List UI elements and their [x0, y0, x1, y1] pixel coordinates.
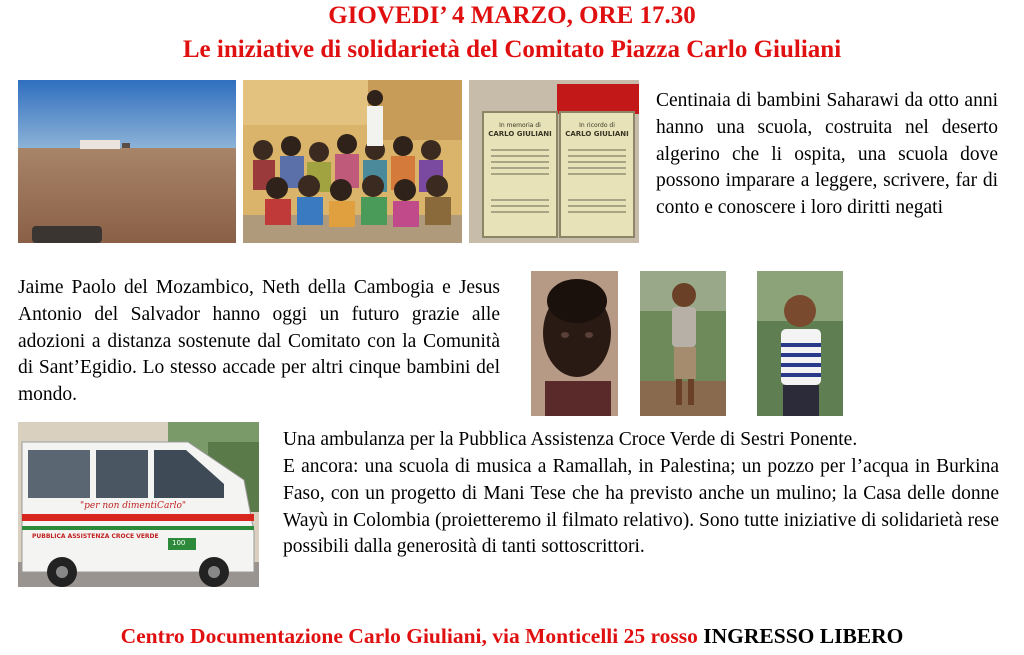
adoption-text: Jaime Paolo del Mozambico, Neth della Cambogia e Jesus Antonio del Salvador hanno oggi un futuro grazie alle adozioni a distanza sostenute dal Comitato con la Comunità di Sant’Egidio. Lo stesso accade per altri cinque bambini del mondo.	[18, 277, 500, 406]
ambulance-text: Una ambulanza per la Pubblica Assistenza Croce Verde di Sestri Ponente.	[283, 429, 858, 450]
ambulance-org-label: PUBBLICA ASSISTENZA CROCE VERDE	[32, 533, 159, 540]
footer-venue-line	[0, 624, 1024, 649]
desert-school-photo	[18, 80, 236, 243]
footer-venue: Centro Documentazione Carlo Giuliani, via Monticelli 25 rosso	[120, 624, 698, 648]
ambulance-number: 100	[172, 539, 186, 547]
plaque-right-name: CARLO GIULIANI	[565, 130, 629, 138]
child-portrait-cambodia	[640, 271, 726, 416]
plaque-left-name: CARLO GIULIANI	[488, 130, 552, 138]
plaque-left-heading: In memoria di	[499, 122, 541, 129]
plaque-right-heading: In ricordo di	[579, 122, 615, 129]
other-initiatives-text: E ancora: una scuola di musica a Ramallah, in Palestina; un pozzo per l’acqua in Burkina Faso, con un progetto di Mani Tese che ha previsto anche un mulino; la Casa delle donne Wayù in Colombia (proietteremo il filmato relativo). Sono tutte iniziative di solidarietà rese possibili dalla generosità di tanti sottoscrittori.	[283, 456, 999, 558]
event-subtitle: Le iniziative di solidarietà del Comitato Piazza Carlo Giuliani	[182, 36, 842, 63]
ambulance-slogan: "per non dimentiCarlo"	[80, 501, 187, 511]
child-portrait-mozambique	[531, 271, 618, 416]
children-group-photo	[243, 80, 462, 243]
footer-free-entry: INGRESSO LIBERO	[703, 624, 904, 648]
event-date-title: GIOVEDI’ 4 MARZO, ORE 17.30	[328, 2, 696, 29]
memorial-plaque-photo	[469, 80, 639, 243]
saharawi-school-text: Centinaia di bambini Saharawi da otto anni hanno una scuola, costruita nel deserto algerino che li ospita, una scuola dove possono imparare a leggere, scrivere, far di conto e conoscere i loro diritti negati	[656, 90, 998, 219]
child-portrait-salvador	[757, 271, 843, 416]
ambulance-photo	[18, 422, 259, 587]
